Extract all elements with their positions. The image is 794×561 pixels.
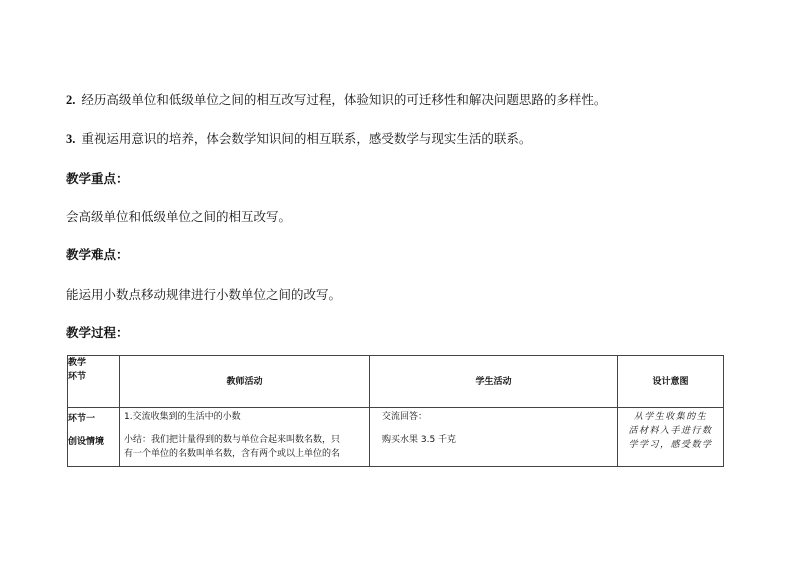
header-stage-line1: 教学 [68, 358, 87, 368]
row-stage-line2: 创设情境 [68, 437, 105, 447]
key-point-heading: 教学重点： [66, 171, 129, 186]
header-teacher: 教师活动 [120, 356, 370, 408]
header-stage [68, 356, 120, 408]
student-line: 交流回答： [382, 412, 428, 422]
objective-text: 经历高级单位和低级单位之间的相互改写过程，体验知识的可迁移性和解决问题思路的多样性。 [81, 92, 607, 107]
teacher-line: 小结：我们把计量得到的数与单位合起来叫数名数，只 [124, 435, 341, 445]
teacher-line: 1.交流收集到的生活中的小数 [124, 412, 241, 422]
header-student: 学生活动 [370, 356, 618, 408]
process-heading: 教学过程： [66, 325, 129, 340]
objective-number: 3. [66, 132, 76, 146]
intent-line: 活材料入手进行数 [628, 426, 713, 436]
header-intent: 设计意图 [618, 356, 724, 408]
row-student-activity [370, 408, 618, 467]
table-header-row [68, 356, 724, 408]
difficulty-text: 能运用小数点移动规律进行小数单位之间的改写。 [66, 287, 342, 302]
table-row [68, 408, 724, 467]
objective-number: 2. [66, 93, 76, 107]
objective-text: 重视运用意识的培养，体会数学知识间的相互联系，感受数学与现实生活的联系。 [81, 131, 532, 146]
row-teacher-activity [120, 408, 370, 467]
lesson-table [67, 355, 724, 467]
row-design-intent [618, 408, 724, 467]
teacher-line: 有一个单位的名数叫单名数，含有两个或以上单位的名 [124, 449, 341, 459]
key-point-text: 会高级单位和低级单位之间的相互改写。 [66, 209, 292, 224]
header-stage-line2: 环节 [68, 372, 87, 382]
intent-line: 学学习，感受数学 [628, 440, 713, 450]
difficulty-heading: 教学难点： [66, 247, 129, 262]
row-stage-line1: 环节一 [68, 414, 96, 424]
objective-3 [66, 131, 531, 147]
student-line: 购买水果 3.5 千克 [382, 435, 457, 445]
row-stage [68, 408, 120, 467]
objective-2 [66, 92, 606, 108]
intent-line: 从学生收集的生 [633, 412, 708, 422]
